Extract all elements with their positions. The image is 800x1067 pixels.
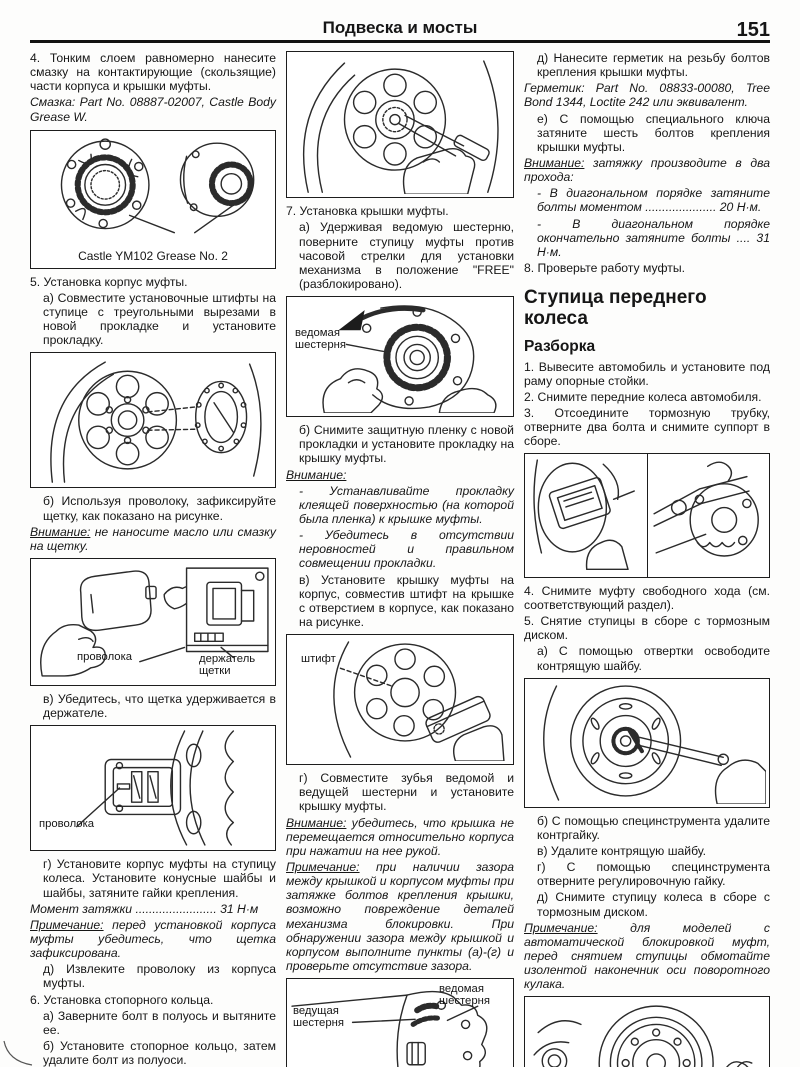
column-left [30,51,276,1067]
warning-1 [30,525,276,553]
torque-spec: Момент затяжки ........................ 31 Н·м [30,901,259,916]
step-7b: б) Снимите защитную пленку с новой прокладки и установите прокладку на крышку муфты. [299,423,514,466]
wire-label-2: проволока [39,818,95,831]
page-header [30,6,770,43]
note-text: перед установкой корпуса муфты убедитесь, что щетка зафиксирована. [30,917,276,961]
step-e: е) С помощью специального ключа затяните шесть болтов крепления крышки муфты. [537,111,770,154]
razborka-5b: б) С помощью специнструмента удалите контргайку. [537,813,770,842]
step-7: 7. Установка крышки муфты. [286,204,449,219]
razborka-5a: а) С помощью отвертки освободите контрящую шайбу. [537,644,770,673]
warning-4 [524,156,770,184]
razborka-2: 2. Снимите передние колеса автомобиля. [524,389,762,404]
chapter-title: Подвеска и мосты [322,18,478,37]
note-2-text: при наличии зазора между крышкой и корпусом муфты при затяжке болтов крепления крышки, возможно повреждение деталей механизма блокировки. При обнаружении зазора между крышкой и корпусом выполните пункты (а)-(г) и проверьте отсутствие зазора. [286,860,514,974]
warning-2-item-1: - Устанавливайте прокладку клеящей поверхностью (на которой была пленка) к крышке муфты. [299,483,514,526]
step-4: 4. Тонким слоем равномерно нанесите смазку на контактирующие (скользящие) части корпуса и крышки муфты. [30,51,276,94]
hub-removal-drawing-icon [528,1000,766,1067]
step-5b: б) Используя проволоку, зафиксируйте щетку, как показано на рисунке. [43,494,276,523]
warning-4-label: Внимание: [524,155,585,170]
razborka-5d: д) Снимите ступицу колеса в сборе с тормозным диском. [537,890,770,919]
step-d: д) Нанесите герметик на резьбу болтов крепления крышки муфты. [537,51,770,80]
warning-4-text: затяжку производите в два прохода: [524,155,770,185]
column-right [524,51,770,1067]
driven-gear-label-2: ведомая шестерня [439,983,490,1008]
warning-4-item-1: - В диагональном порядке затяните болты моментом ..................... 20 Н·м. [537,186,770,215]
warning-label: Внимание: [30,524,91,539]
figure-cover-pin [286,634,514,765]
step-6: 6. Установка стопорного кольца. [30,992,214,1007]
razborka-4: 4. Снимите муфту свободного хода (см. соответствующий раздел). [524,583,770,612]
figure-lock-washer [524,678,770,808]
step-7g: г) Совместите зубья ведомой и ведущей шестерни и установите крышку муфты. [299,771,514,814]
step-5a: а) Совместите установочные штифты на ступице с треугольными вырезами в новой прокладке и установите прокладку. [43,290,276,348]
warning-3-text: убедитесь, что крышка не перемещается относительно корпуса при нажатии на нее рукой. [286,815,514,858]
snap-ring-install-drawing-icon [290,55,510,194]
figure-grease-parts [30,130,276,269]
step-6a: а) Заверните болт в полуось и вытяните ее. [43,1008,276,1037]
figure-hub-gasket [30,352,276,488]
note-2 [286,860,514,973]
figure-caption: Castle YM102 Grease No. 2 [78,248,228,263]
figure-caliper-removal [524,453,770,577]
pin-label: штифт [301,653,336,666]
scan-artifact-curve [2,1039,42,1067]
razborka-5: 5. Снятие ступицы в сборе с тормозным диском. [524,614,770,643]
content-columns [30,51,770,1067]
razborka-5g: г) С помощью специнструмента отверните регулировочную гайку. [537,860,770,889]
hub-gasket-drawing-icon [34,356,272,484]
sealant-spec: Герметик: Part No. 08833-00080, Tree Bond 1344, Loctite 242 или эквивалент. [524,81,770,110]
subsection-title: Разборка [524,337,596,355]
note-3-text: для моделей с автоматической блокировкой муфт, перед снятием ступицы обмотайте изолентой наконечник оси поворотного кулака. [524,920,770,992]
column-middle [286,51,514,1067]
note-3-label: Примечание: [524,920,598,935]
driven-gear-drawing-icon [290,300,510,413]
warning-2-item-2: - Убедитесь в отсутствии неровностей и правильном совмещении прокладки. [299,528,514,571]
coupling-parts-drawing-icon [34,134,272,248]
section-title: Ступица переднего колеса [524,287,707,330]
step-7v: в) Установите крышку муфты на корпус, совместив штифт на крышке с отверстием в корпусе, как показано на рисунке. [299,572,514,629]
razborka-3: 3. Отсоедините тормозную трубку, отверните два болта и снимите суппорт в сборе. [524,406,770,449]
driven-gear-label: ведомая шестерня [295,327,346,352]
warning-4-item-2: - В диагональном порядке окончательно затяните болты .... 31 Н·м. [537,216,770,259]
step-5g: г) Установите корпус муфты на ступицу колеса. Установите конусные шайбы и шайбы, затяните гайки крепления. [43,857,276,900]
figure-gears-mesh [286,978,514,1067]
step-5d: д) Извлеките проволоку из корпуса муфты. [43,962,276,991]
knuckle-drawing-icon [650,456,767,569]
warning-2-label: Внимание: [286,467,347,482]
note-label: Примечание: [30,917,104,932]
figure-wire-brush [30,558,276,686]
warning-text: не наносите масло или смазку на щетку. [30,524,276,553]
figure-caliper-panel [524,453,648,577]
grease-spec: Смазка: Part No. 08887-02007, Castle Body Grease W. [30,95,276,124]
step-5v: в) Убедитесь, что щетка удерживается в держателе. [43,692,276,721]
figure-driven-gear [286,296,514,417]
caliper-drawing-icon [527,456,644,569]
figure-knuckle-panel [648,453,771,577]
drive-gear-label: ведущая шестерня [293,1005,344,1030]
step-7a: а) Удерживая ведомую шестерню, поверните ступицу муфты против часовой стрелки для установки механизма в положение "FREE" (разблокировано). [299,220,514,291]
wire-label: проволока [77,651,133,664]
step-8: 8. Проверьте работу муфты. [524,260,685,275]
warning-3 [286,816,514,858]
brush-holder-label: держатель щетки [199,653,256,678]
razborka-5v: в) Удалите контрящую шайбу. [537,844,707,859]
warning-3-label: Внимание: [286,815,347,830]
razborka-1: 1. Вывесите автомобиль и установите под раму опорные стойки. [524,359,770,388]
figure-hub-removal [524,996,770,1067]
step-5: 5. Установка корпус муфты. [30,274,188,289]
lock-washer-drawing-icon [528,682,766,804]
figure-snap-ring-install [286,51,514,198]
figure-brush-wire-closeup [30,725,276,851]
note-3 [524,921,770,992]
page-number: 151 [736,19,770,41]
note-2-label: Примечание: [286,860,360,875]
note-1 [30,918,276,960]
step-6b: б) Установите стопорное кольцо, затем удалите болт из полуоси. [43,1038,276,1067]
